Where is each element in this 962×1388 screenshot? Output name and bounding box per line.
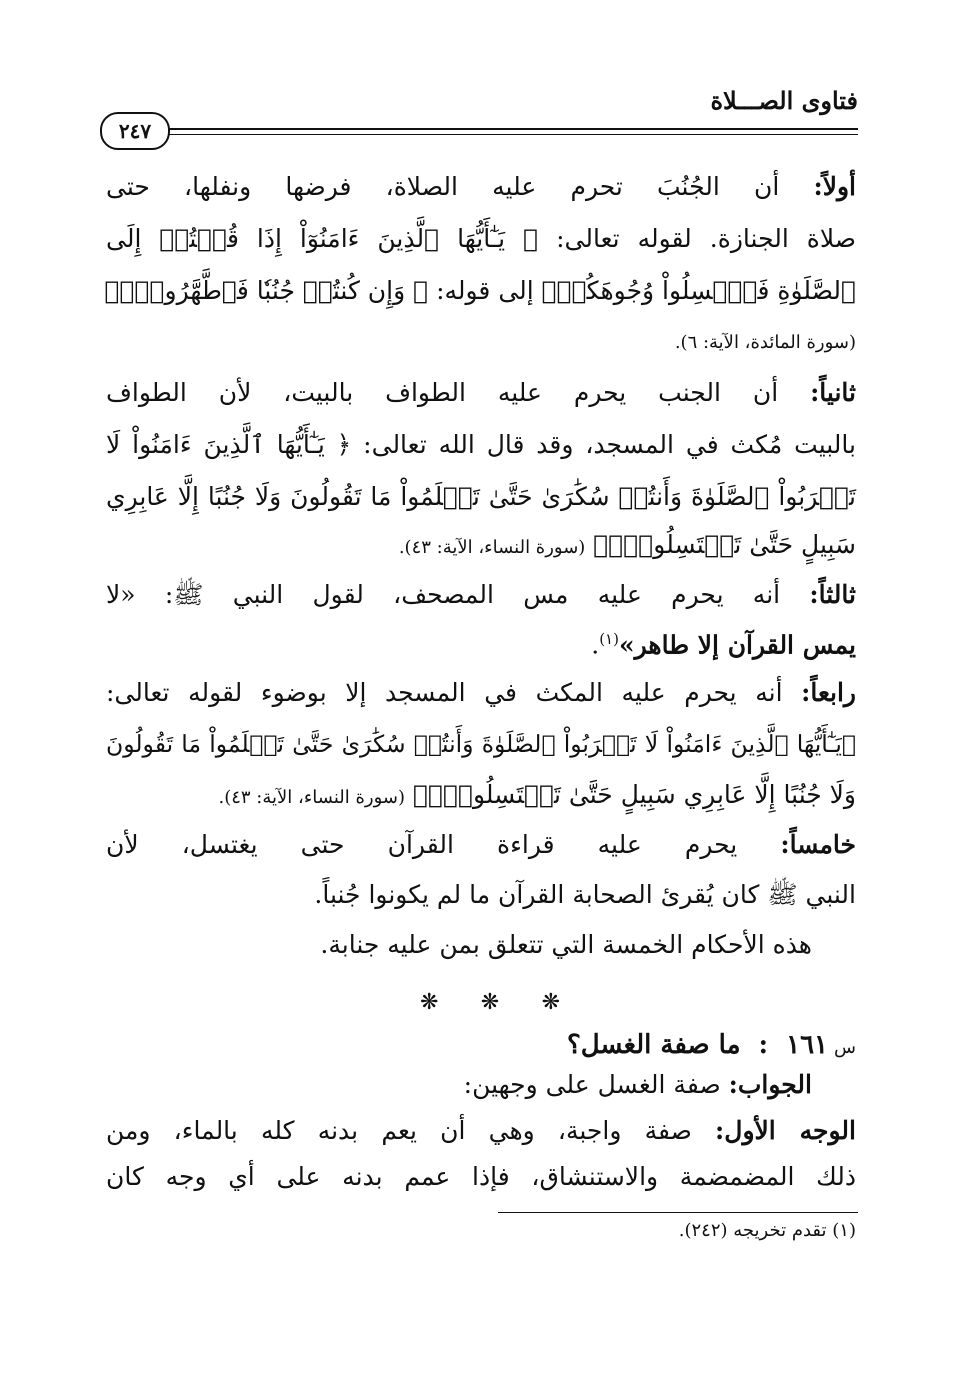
question-mark-label: س [834,1037,856,1058]
paragraph-5-line-2: النبي ﷺ كان يُقرئ الصحابة القرآن ما لم يكونوا جُنباً. [314,880,856,909]
paragraph-1-text-1: أن الجُنُبَ تحرم عليه الصلاة، فرضها ونفلها، حتى [106,172,780,201]
paragraph-5-text-1: يحرم عليه قراءة القرآن حتى يغتسل، لأن [106,830,738,859]
answer-text: صفة الغسل على وجهين: [463,1070,721,1099]
paragraph-3-text-1: أنه يحرم عليه مس المصحف، لقول النبي ﷺ: «لا [106,580,781,609]
paragraph-4-text-3: وَلَا جُنُبًا إِلَّا عَابِرِي سَبِيلٍ حَتَّىٰ تَغۡتَسِلُواْۚ﴾ [412,780,856,809]
separator-star-icon: ❋ [480,990,500,1015]
paragraph-2-reference: (سورة النساء، الآية: ٤٣). [398,537,586,558]
paragraph-1-line-3: ٱلصَّلَوٰةِ فَٱغۡسِلُواْ وُجُوهَكُمۡ﴾ إلى قوله: ﴿ وَإِن كُنتُمۡ جُنُبٗا فَٱطَّهَّرُواْۚ﴾ [104,276,856,305]
question-separator: : [758,1030,769,1060]
question-text: ما صفة الغسل؟ [567,1030,741,1060]
paragraph-1-label: أولاً: [813,172,856,201]
first-way-text-1: صفة واجبة، وهي أن يعم بدنه كله بالماء، ومن [106,1116,692,1145]
separator-star-icon: ❋ [541,990,560,1015]
paragraph-2-text-1: أن الجنب يحرم عليه الطواف بالبيت، لأن الطواف [106,378,779,407]
answer-line [106,1070,812,1100]
footnote: (١) تقدم تخريجه (٢٤٢). [678,1220,856,1241]
paragraph-3-label: ثالثاً: [809,580,856,609]
paragraph-1-line-1 [106,172,856,202]
paragraph-2-line-4 [106,530,856,560]
hadith-text: يمس القرآن إلا طاهر» [618,630,856,660]
paragraph-4-reference: (سورة النساء، الآية: ٤٣). [218,787,405,808]
paragraph-4-line-3 [106,780,856,810]
paragraph-5-label: خامساً: [780,830,856,859]
paragraph-3-line-1 [106,580,856,610]
paragraph-4-label: رابعاً: [801,678,856,707]
footnote-rule [498,1212,858,1213]
paragraph-5-line-1 [106,830,856,860]
paragraph-2-label: ثانياً: [810,378,856,407]
paragraph-2-line-3: تَقۡرَبُواْ ٱلصَّلَوٰةَ وَأَنتُمۡ سُكَٰرَىٰ حَتَّىٰ تَعۡلَمُواْ مَا تَقُولُونَ وَلَا جُنُبًا إِلَّا عَابِرِي [106,482,856,511]
header-rule [112,128,858,135]
paragraph-3-end: . [591,630,600,660]
paragraph-1-reference: (سورة المائدة، الآية: ٦). [674,332,856,353]
paragraph-4-line-1 [106,678,856,708]
first-way-line-1 [106,1116,856,1146]
paragraph-2-line-1 [106,378,856,408]
first-way-line-2: ذلك المضمضمة والاستنشاق، فإذا عمم بدنه على أي وجه كان [106,1162,856,1191]
paragraph-2-line-2: بالبيت مُكث في المسجد، وقد قال الله تعالى: ﴿ يَـٰٓأَيُّهَا ٱلَّذِينَ ءَامَنُواْ لَا [106,430,856,459]
paragraph-3-line-2 [106,630,856,660]
footnote-marker: (١) [599,630,619,648]
paragraph-1-line-2: صلاة الجنازة. لقوله تعالى: ﴿ يَـٰٓأَيُّهَا ٱلَّذِينَ ءَامَنُوٓاْ إِذَا قُمۡتُمۡ إِلَى [106,224,856,253]
paragraph-4-text-1: أنه يحرم عليه المكث في المسجد إلا بوضوء لقوله تعالى: [106,678,783,707]
summary-line: هذه الأحكام الخمسة التي تتعلق بمن عليه جنابة. [320,930,812,959]
question-heading [567,1030,856,1060]
running-title: فتاوى الصـــلاة [710,86,858,115]
paragraph-2-text-4: سَبِيلٍ حَتَّىٰ تَغۡتَسِلُواْۚ﴾ [593,530,856,559]
section-separator [420,990,560,1015]
paragraph-4-line-2: ﴿يَـٰٓأَيُّهَا ٱلَّذِينَ ءَامَنُواْ لَا تَقۡرَبُواْ ٱلصَّلَوٰةَ وَأَنتُمۡ سُكَٰرَىٰ حَتَّىٰ تَعۡلَمُواْ مَا تَقُولُونَ [106,730,856,758]
page-number: ٢٤٧ [100,112,170,150]
first-way-label: الوجه الأول: [715,1116,856,1145]
question-number: ١٦١ [786,1030,829,1060]
separator-star-icon: ❋ [420,990,439,1015]
answer-label: الجواب: [728,1070,812,1099]
